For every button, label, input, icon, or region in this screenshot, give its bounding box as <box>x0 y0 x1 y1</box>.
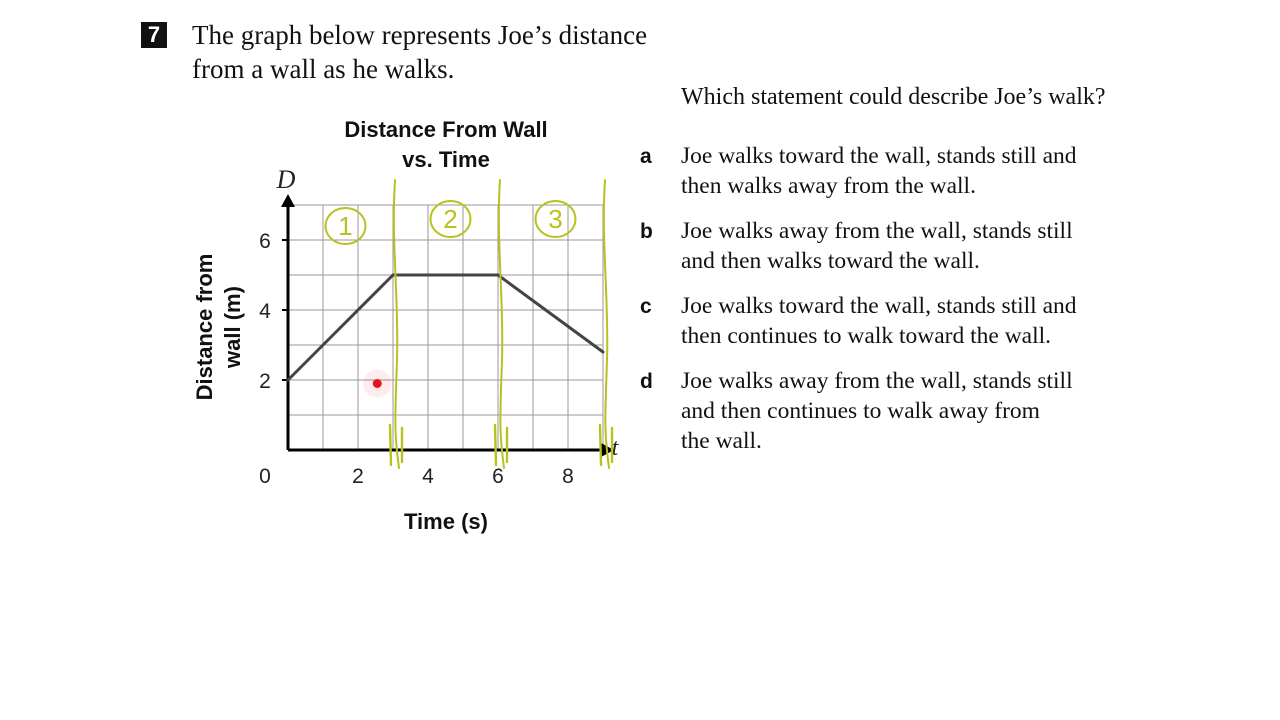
choice-b[interactable] <box>640 216 1200 291</box>
choice-line: and then walks toward the wall. <box>681 248 980 274</box>
y-axis-title-line2: wall (m) <box>220 286 245 368</box>
choice-line: Joe walks away from the wall, stands still <box>681 218 1073 244</box>
question-number: 7 <box>141 22 167 48</box>
choice-line: then walks away from the wall. <box>681 173 976 199</box>
data-line <box>288 275 603 380</box>
section-divider-line <box>604 180 609 468</box>
answer-choices <box>640 141 1200 471</box>
pointer-dot <box>373 379 382 388</box>
section-divider-line <box>394 180 399 468</box>
x-axis-title: Time (s) <box>404 509 488 534</box>
section-divider-line <box>499 180 504 468</box>
x-variable-label: t <box>611 435 619 461</box>
data-point <box>497 274 500 277</box>
choice-line: and then continues to walk away from <box>681 398 1040 424</box>
choice-d[interactable] <box>640 366 1200 471</box>
choice-text <box>681 291 1077 351</box>
section-label: 1 <box>338 211 353 241</box>
prompt-line: from a wall as he walks. <box>192 54 455 84</box>
chart-title: Distance From Wall <box>344 117 548 142</box>
choice-line: then continues to walk toward the wall. <box>681 323 1052 349</box>
data-point <box>287 379 290 382</box>
choice-letter: c <box>640 295 652 318</box>
x-tick-label: 8 <box>562 465 574 488</box>
question-text: Which statement could describe Joe’s walk? <box>681 84 1106 110</box>
y-axis-title-line1: Distance from <box>192 253 217 401</box>
section-label: 3 <box>548 204 563 234</box>
choice-a[interactable] <box>640 141 1200 216</box>
x-tick-label: 0 <box>259 465 271 488</box>
choice-line: Joe walks toward the wall, stands still and <box>681 143 1077 169</box>
y-tick-label: 6 <box>259 230 271 253</box>
choice-line: Joe walks away from the wall, stands still <box>681 368 1073 394</box>
y-axis-arrow-icon <box>281 194 295 207</box>
x-tick-label: 6 <box>492 465 504 488</box>
choice-text <box>681 366 1073 456</box>
chart-subtitle: vs. Time <box>402 147 490 172</box>
choice-letter: a <box>640 145 652 168</box>
x-tick-label: 4 <box>422 465 434 488</box>
choice-text <box>681 216 1073 276</box>
data-point <box>392 274 395 277</box>
choice-line: the wall. <box>681 428 762 454</box>
choice-letter: d <box>640 370 653 393</box>
section-label: 2 <box>443 204 458 234</box>
data-point <box>602 351 605 354</box>
y-tick-label: 2 <box>259 370 271 393</box>
choice-letter: b <box>640 220 653 243</box>
x-tick-label: 2 <box>352 465 364 488</box>
prompt-line: The graph below represents Joe’s distance <box>192 20 648 50</box>
y-tick-label: 4 <box>259 300 271 323</box>
choice-c[interactable] <box>640 291 1200 366</box>
choice-text <box>681 141 1077 201</box>
choice-line: Joe walks toward the wall, stands still and <box>681 293 1077 319</box>
y-variable-label: D <box>276 165 296 194</box>
